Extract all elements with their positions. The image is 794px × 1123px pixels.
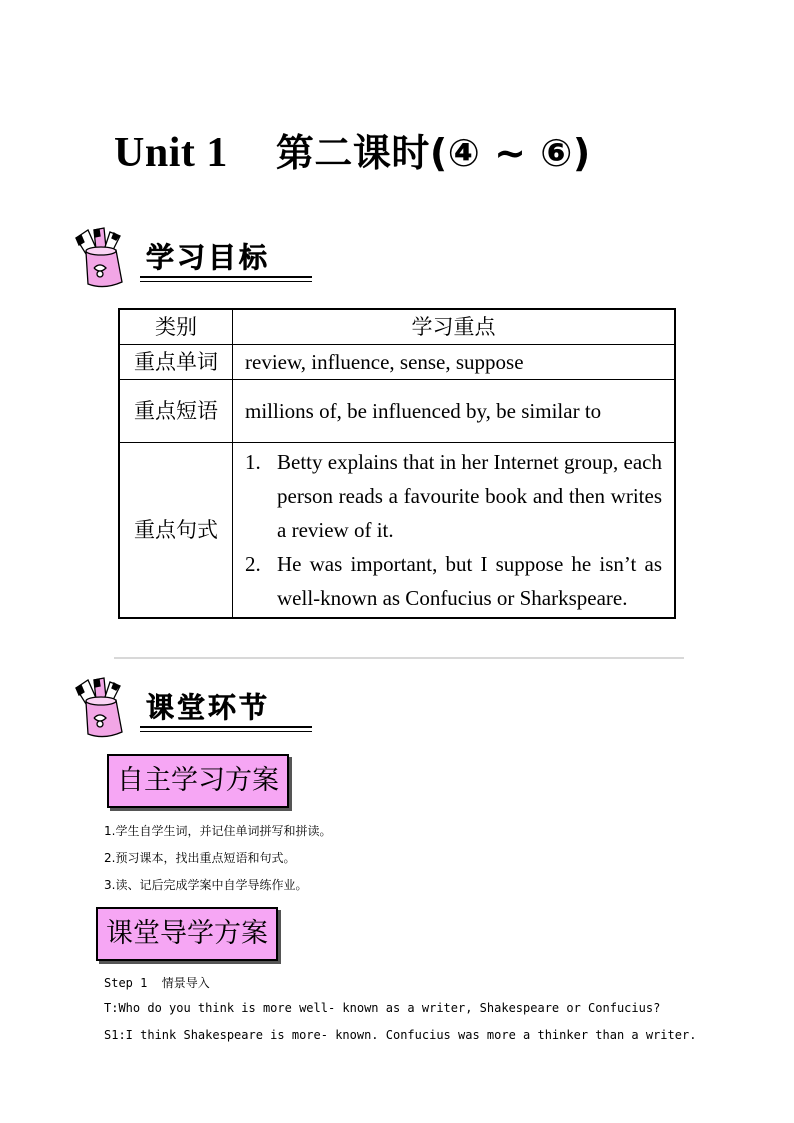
content-cell	[233, 443, 676, 619]
page-title	[114, 122, 591, 177]
list-item	[245, 445, 662, 547]
category-cell: 重点句式	[119, 443, 233, 619]
sentence-list	[245, 445, 662, 615]
item-text: He was important, but I suppose he isn’t as well-known as Confucius or Sharkspeare.	[277, 552, 662, 610]
table-row-phrases	[119, 380, 675, 443]
table-row-words	[119, 345, 675, 380]
lesson-label: 第二课时(④ ~ ⑥)	[275, 131, 591, 175]
dialogue-line: T:Who do you think is more well- known as a writer, Shakespeare or Confucius?	[104, 1001, 661, 1015]
step-heading: Step 1 情景导入	[104, 976, 210, 990]
list-item	[245, 547, 662, 615]
self-study-box: 自主学习方案	[107, 754, 289, 808]
category-cell: 重点短语	[119, 380, 233, 443]
content-cell: review, influence, sense, suppose	[233, 345, 676, 380]
item-number: 1.	[245, 450, 261, 474]
item-number: 2.	[245, 552, 261, 576]
item-text: Betty explains that in her Internet group, each person reads a favourite book and then writes a review of it.	[277, 450, 662, 542]
header-category: 类别	[119, 309, 233, 345]
section-title: 课堂环节	[146, 691, 271, 724]
underline	[140, 276, 312, 278]
divider	[114, 657, 684, 659]
self-study-item: 2.预习课本，找出重点短语和句式。	[104, 851, 296, 865]
underline	[140, 731, 312, 732]
table-header-row	[119, 309, 675, 345]
class-guide-box: 课堂导学方案	[96, 907, 278, 961]
unit-label: Unit 1	[114, 130, 228, 176]
category-cell: 重点单词	[119, 345, 233, 380]
underline	[140, 281, 312, 282]
content-cell: millions of, be influenced by, be similar to	[233, 380, 676, 443]
self-study-item: 3.读、记后完成学案中自学导练作业。	[104, 878, 308, 892]
section-title: 学习目标	[146, 241, 271, 274]
dialogue-line: S1:I think Shakespeare is more- known. Confucius was more a thinker than a writer.	[104, 1028, 697, 1042]
self-study-item: 1.学生自学生词，并记住单词拼写和拼读。	[104, 824, 332, 838]
section-header-goals	[72, 226, 312, 290]
underline	[140, 726, 312, 728]
pencil-cup-icon	[72, 676, 138, 740]
header-focus: 学习重点	[233, 309, 676, 345]
goals-table	[118, 308, 676, 619]
pencil-cup-icon	[72, 226, 138, 290]
section-header-class	[72, 676, 312, 740]
table-row-sentences	[119, 443, 675, 619]
